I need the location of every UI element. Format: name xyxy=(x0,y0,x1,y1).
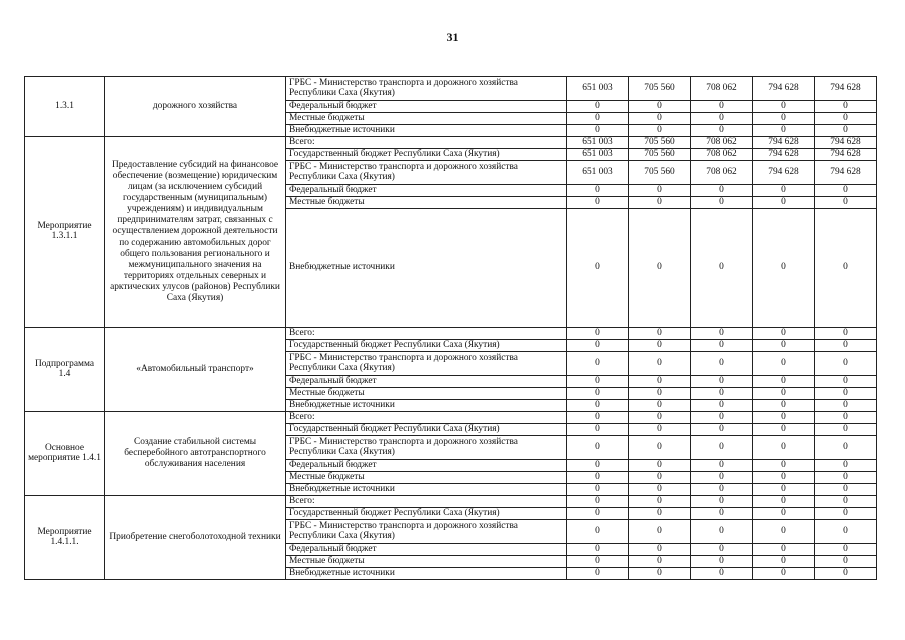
amount-cell: 0 xyxy=(567,556,629,568)
amount-cell: 0 xyxy=(567,400,629,412)
item-code: Подпрограмма 1.4 xyxy=(25,328,105,412)
funding-source: Местные бюджеты xyxy=(286,113,567,125)
funding-source: Местные бюджеты xyxy=(286,556,567,568)
amount-cell: 0 xyxy=(629,412,691,424)
funding-source: ГРБС - Министерство транспорта и дорожного хозяйства Республики Саха (Якутия) xyxy=(286,436,567,460)
amount-cell: 0 xyxy=(691,113,753,125)
amount-cell: 0 xyxy=(815,508,877,520)
table-row xyxy=(25,412,877,424)
amount-cell: 794 628 xyxy=(815,137,877,149)
amount-cell: 0 xyxy=(753,556,815,568)
amount-cell: 0 xyxy=(629,209,691,328)
amount-cell: 0 xyxy=(815,568,877,580)
amount-cell: 0 xyxy=(753,544,815,556)
amount-cell: 0 xyxy=(629,376,691,388)
amount-cell: 794 628 xyxy=(815,149,877,161)
amount-cell: 0 xyxy=(691,400,753,412)
table-row xyxy=(25,77,877,101)
amount-cell: 0 xyxy=(567,544,629,556)
amount-cell: 0 xyxy=(753,101,815,113)
amount-cell: 0 xyxy=(691,185,753,197)
amount-cell: 794 628 xyxy=(753,149,815,161)
item-name: «Автомобильный транспорт» xyxy=(105,328,286,412)
amount-cell: 0 xyxy=(753,520,815,544)
amount-cell: 0 xyxy=(753,388,815,400)
amount-cell: 0 xyxy=(629,185,691,197)
amount-cell: 0 xyxy=(815,484,877,496)
amount-cell: 705 560 xyxy=(629,77,691,101)
amount-cell: 0 xyxy=(629,113,691,125)
amount-cell: 0 xyxy=(753,508,815,520)
amount-cell: 0 xyxy=(815,424,877,436)
amount-cell: 0 xyxy=(629,101,691,113)
amount-cell: 0 xyxy=(691,556,753,568)
amount-cell: 0 xyxy=(753,496,815,508)
amount-cell: 0 xyxy=(753,460,815,472)
amount-cell: 794 628 xyxy=(753,137,815,149)
budget-table-body xyxy=(25,77,877,580)
amount-cell: 0 xyxy=(753,340,815,352)
amount-cell: 0 xyxy=(629,340,691,352)
amount-cell: 0 xyxy=(753,376,815,388)
amount-cell: 708 062 xyxy=(691,161,753,185)
funding-source: ГРБС - Министерство транспорта и дорожного хозяйства Республики Саха (Якутия) xyxy=(286,77,567,101)
amount-cell: 0 xyxy=(629,352,691,376)
amount-cell: 0 xyxy=(629,508,691,520)
amount-cell: 0 xyxy=(691,472,753,484)
funding-source: Внебюджетные источники xyxy=(286,209,567,328)
amount-cell: 0 xyxy=(815,197,877,209)
amount-cell: 0 xyxy=(691,352,753,376)
amount-cell: 0 xyxy=(815,209,877,328)
funding-source: Федеральный бюджет xyxy=(286,185,567,197)
amount-cell: 0 xyxy=(567,197,629,209)
funding-source: Местные бюджеты xyxy=(286,197,567,209)
amount-cell: 0 xyxy=(629,328,691,340)
amount-cell: 0 xyxy=(753,113,815,125)
amount-cell: 0 xyxy=(567,185,629,197)
amount-cell: 0 xyxy=(567,125,629,137)
amount-cell: 708 062 xyxy=(691,149,753,161)
table-row xyxy=(25,137,877,149)
funding-source: ГРБС - Министерство транспорта и дорожного хозяйства Республики Саха (Якутия) xyxy=(286,161,567,185)
funding-source: Всего: xyxy=(286,328,567,340)
amount-cell: 0 xyxy=(753,352,815,376)
funding-source: Государственный бюджет Республики Саха (Якутия) xyxy=(286,424,567,436)
amount-cell: 0 xyxy=(815,340,877,352)
amount-cell: 0 xyxy=(629,568,691,580)
funding-source: Всего: xyxy=(286,412,567,424)
amount-cell: 0 xyxy=(629,400,691,412)
amount-cell: 0 xyxy=(753,424,815,436)
amount-cell: 0 xyxy=(691,101,753,113)
amount-cell: 0 xyxy=(691,197,753,209)
amount-cell: 0 xyxy=(753,197,815,209)
amount-cell: 0 xyxy=(629,520,691,544)
amount-cell: 0 xyxy=(691,209,753,328)
amount-cell: 0 xyxy=(815,125,877,137)
funding-source: Всего: xyxy=(286,496,567,508)
funding-source: Федеральный бюджет xyxy=(286,460,567,472)
amount-cell: 705 560 xyxy=(629,149,691,161)
funding-source: ГРБС - Министерство транспорта и дорожного хозяйства Республики Саха (Якутия) xyxy=(286,520,567,544)
amount-cell: 0 xyxy=(753,484,815,496)
amount-cell: 0 xyxy=(815,544,877,556)
amount-cell: 0 xyxy=(629,496,691,508)
funding-source: Государственный бюджет Республики Саха (Якутия) xyxy=(286,508,567,520)
amount-cell: 0 xyxy=(567,436,629,460)
funding-source: Государственный бюджет Республики Саха (Якутия) xyxy=(286,149,567,161)
amount-cell: 0 xyxy=(753,185,815,197)
amount-cell: 708 062 xyxy=(691,137,753,149)
item-name: дорожного хозяйства xyxy=(105,77,286,137)
amount-cell: 0 xyxy=(815,352,877,376)
budget-table xyxy=(24,76,877,580)
amount-cell: 0 xyxy=(753,436,815,460)
amount-cell: 0 xyxy=(567,340,629,352)
amount-cell: 0 xyxy=(629,197,691,209)
item-code: Мероприятие 1.4.1.1. xyxy=(25,496,105,580)
amount-cell: 794 628 xyxy=(815,77,877,101)
amount-cell: 0 xyxy=(815,113,877,125)
amount-cell: 794 628 xyxy=(815,161,877,185)
amount-cell: 0 xyxy=(691,424,753,436)
amount-cell: 0 xyxy=(815,101,877,113)
amount-cell: 0 xyxy=(567,424,629,436)
funding-source: Внебюджетные источники xyxy=(286,125,567,137)
amount-cell: 0 xyxy=(567,209,629,328)
amount-cell: 0 xyxy=(815,328,877,340)
amount-cell: 651 003 xyxy=(567,137,629,149)
amount-cell: 0 xyxy=(815,400,877,412)
amount-cell: 705 560 xyxy=(629,137,691,149)
amount-cell: 0 xyxy=(629,388,691,400)
funding-source: Федеральный бюджет xyxy=(286,544,567,556)
amount-cell: 651 003 xyxy=(567,161,629,185)
amount-cell: 0 xyxy=(567,101,629,113)
amount-cell: 0 xyxy=(753,209,815,328)
amount-cell: 0 xyxy=(815,412,877,424)
amount-cell: 0 xyxy=(753,568,815,580)
amount-cell: 0 xyxy=(753,125,815,137)
funding-source: Федеральный бюджет xyxy=(286,376,567,388)
amount-cell: 794 628 xyxy=(753,161,815,185)
amount-cell: 651 003 xyxy=(567,149,629,161)
amount-cell: 0 xyxy=(567,113,629,125)
funding-source: Внебюджетные источники xyxy=(286,568,567,580)
amount-cell: 0 xyxy=(691,520,753,544)
funding-source: ГРБС - Министерство транспорта и дорожного хозяйства Республики Саха (Якутия) xyxy=(286,352,567,376)
amount-cell: 0 xyxy=(629,472,691,484)
amount-cell: 0 xyxy=(753,412,815,424)
item-name: Предоставление субсидий на финансовое обеспечение (возмещение) юридическим лицам (за исключением субсидий государственным (муниципальным) учреждениям) и индивидуальным предпринимателям затрат, связанных с осуществлением дорожной деятельности по содержанию автомобильных дорог общего пользования регионального и межмуниципального значения на территориях отдельных северных и арктических улусов (районов) Республики Саха (Якутия) xyxy=(105,137,286,328)
amount-cell: 0 xyxy=(815,496,877,508)
amount-cell: 0 xyxy=(567,508,629,520)
amount-cell: 0 xyxy=(567,328,629,340)
amount-cell: 0 xyxy=(567,388,629,400)
amount-cell: 0 xyxy=(691,496,753,508)
amount-cell: 0 xyxy=(691,568,753,580)
funding-source: Государственный бюджет Республики Саха (Якутия) xyxy=(286,340,567,352)
funding-source: Внебюджетные источники xyxy=(286,484,567,496)
amount-cell: 0 xyxy=(691,436,753,460)
amount-cell: 0 xyxy=(815,436,877,460)
amount-cell: 0 xyxy=(567,472,629,484)
amount-cell: 0 xyxy=(691,376,753,388)
funding-source: Местные бюджеты xyxy=(286,472,567,484)
amount-cell: 794 628 xyxy=(753,77,815,101)
amount-cell: 0 xyxy=(691,544,753,556)
funding-source: Внебюджетные источники xyxy=(286,400,567,412)
item-name: Приобретение снегоболотоходной техники xyxy=(105,496,286,580)
item-code: Основное мероприятие 1.4.1 xyxy=(25,412,105,496)
table-row xyxy=(25,328,877,340)
amount-cell: 0 xyxy=(567,376,629,388)
amount-cell: 0 xyxy=(567,568,629,580)
amount-cell: 705 560 xyxy=(629,161,691,185)
amount-cell: 0 xyxy=(567,352,629,376)
item-code: Мероприятие 1.3.1.1 xyxy=(25,137,105,328)
amount-cell: 0 xyxy=(629,556,691,568)
amount-cell: 0 xyxy=(691,484,753,496)
amount-cell: 0 xyxy=(815,376,877,388)
amount-cell: 0 xyxy=(691,412,753,424)
amount-cell: 0 xyxy=(815,556,877,568)
amount-cell: 708 062 xyxy=(691,77,753,101)
amount-cell: 0 xyxy=(691,388,753,400)
amount-cell: 0 xyxy=(815,472,877,484)
amount-cell: 0 xyxy=(753,400,815,412)
funding-source: Федеральный бюджет xyxy=(286,101,567,113)
amount-cell: 0 xyxy=(815,460,877,472)
amount-cell: 0 xyxy=(691,125,753,137)
amount-cell: 0 xyxy=(567,460,629,472)
item-name: Создание стабильной системы бесперебойного автотранспортного обслуживания населения xyxy=(105,412,286,496)
funding-source: Местные бюджеты xyxy=(286,388,567,400)
amount-cell: 0 xyxy=(691,508,753,520)
amount-cell: 0 xyxy=(753,472,815,484)
amount-cell: 0 xyxy=(753,328,815,340)
amount-cell: 0 xyxy=(629,125,691,137)
amount-cell: 0 xyxy=(815,388,877,400)
item-code: 1.3.1 xyxy=(25,77,105,137)
amount-cell: 0 xyxy=(691,328,753,340)
amount-cell: 0 xyxy=(815,520,877,544)
amount-cell: 0 xyxy=(629,484,691,496)
amount-cell: 0 xyxy=(629,424,691,436)
amount-cell: 0 xyxy=(567,520,629,544)
funding-source: Всего: xyxy=(286,137,567,149)
page-number: 31 xyxy=(446,30,459,44)
amount-cell: 0 xyxy=(815,185,877,197)
amount-cell: 651 003 xyxy=(567,77,629,101)
amount-cell: 0 xyxy=(567,412,629,424)
amount-cell: 0 xyxy=(567,496,629,508)
amount-cell: 0 xyxy=(567,484,629,496)
amount-cell: 0 xyxy=(691,460,753,472)
table-row xyxy=(25,496,877,508)
amount-cell: 0 xyxy=(629,436,691,460)
amount-cell: 0 xyxy=(629,544,691,556)
amount-cell: 0 xyxy=(629,460,691,472)
amount-cell: 0 xyxy=(691,340,753,352)
